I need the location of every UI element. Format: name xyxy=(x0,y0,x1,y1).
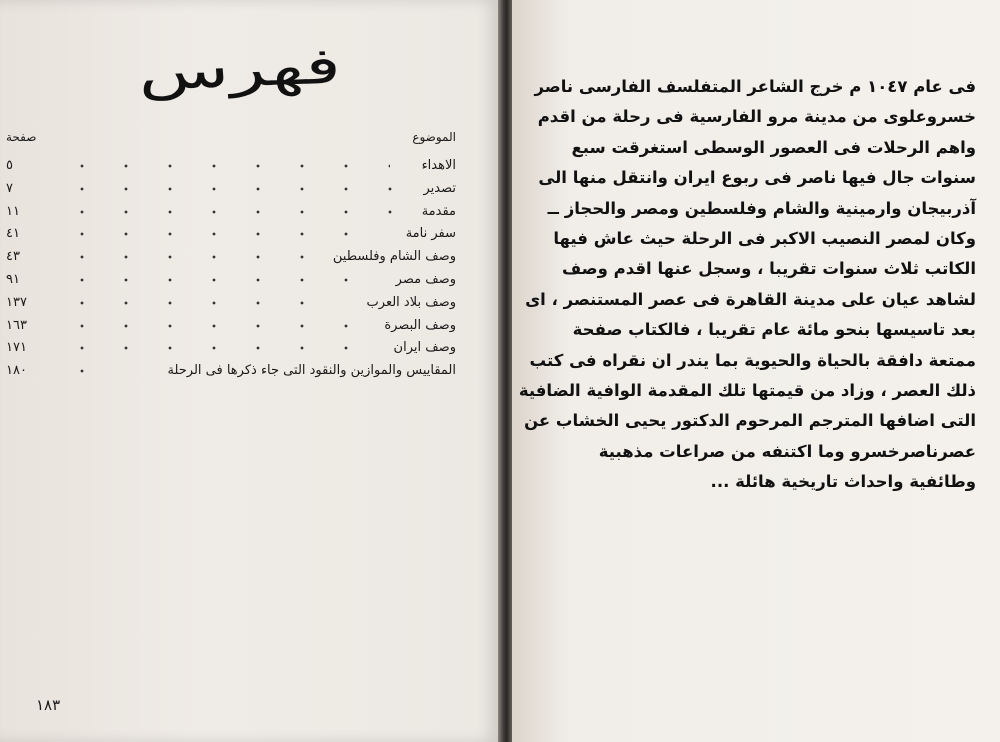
toc-entry-title: مقدمة xyxy=(421,203,456,219)
toc-row xyxy=(0,202,470,225)
toc-row xyxy=(0,156,470,179)
toc-row xyxy=(0,316,470,339)
toc-row xyxy=(0,179,470,202)
toc-entry-title: وصف بلاد العرب xyxy=(366,294,456,310)
leader-dots xyxy=(60,278,378,282)
toc-entry-page: ٧ xyxy=(6,180,13,196)
toc-entry-page: ٥ xyxy=(6,158,13,173)
toc-row xyxy=(0,338,470,361)
index-title: فهرس xyxy=(135,36,343,102)
leader-dots xyxy=(60,324,370,328)
toc-entry-page: ١٨٠ xyxy=(6,363,27,379)
text-line: واهم الرحلات فى العصور الوسطى استغرقت سبع xyxy=(571,137,976,157)
toc-entry-page: ١٣٧ xyxy=(6,294,27,310)
text-line: خسروعلوى من مدينة مرو الفارسية فى رحلة من اقدم xyxy=(537,107,976,127)
text-line: سنوات جال فيها ناصر فى ربوع ايران وانتقل منها الى xyxy=(538,168,976,188)
toc-entry-title: وصف مصر xyxy=(395,271,456,287)
text-line: ممتعة دافقة بالحياة والحيوية بما يندر ان نقراه فى كتب xyxy=(529,350,976,370)
text-line: لشاهد عيان على مدينة القاهرة فى عصر المستنصر ، اى xyxy=(525,289,976,309)
toc-row xyxy=(0,270,470,293)
leader-dots xyxy=(60,369,120,373)
body-paragraph xyxy=(518,72,976,498)
text-line: الكاتب ثلاث سنوات تقريبا ، وسجل عنها اقدم وصف xyxy=(562,259,976,279)
toc-entry-page: ١٧١ xyxy=(6,340,27,356)
toc-row xyxy=(0,293,470,316)
leader-dots xyxy=(60,187,395,191)
table-of-contents xyxy=(0,156,470,384)
toc-entry-title: وصف ايران xyxy=(393,340,456,356)
toc-row xyxy=(0,361,470,384)
subject-column-header: الموضوع xyxy=(412,130,456,144)
toc-entry-title: وصف الشام وفلسطين xyxy=(332,249,456,265)
toc-entry-page: ٤١ xyxy=(6,226,20,242)
toc-entry-title: سفر نامة xyxy=(405,226,456,242)
toc-entry-title: تصدير xyxy=(423,180,456,196)
leader-dots xyxy=(60,164,390,168)
leader-dots xyxy=(60,346,382,350)
toc-entry-page: ٩١ xyxy=(6,271,20,287)
text-line: آذربيجان وارمينية والشام وفلسطين ومصر والحجاز ــ xyxy=(547,198,976,218)
toc-entry-page: ٤٣ xyxy=(6,249,20,265)
page-column-header: صفحة xyxy=(6,130,37,144)
toc-row xyxy=(0,247,470,270)
toc-entry-page: ١٦٣ xyxy=(6,317,27,333)
leader-dots xyxy=(60,255,322,259)
text-line: فى عام ١٠٤٧ م خرج الشاعر المتفلسف الفارسى ناصر xyxy=(534,77,976,96)
text-line: عصرناصرخسرو وما اكتنفه من صراعات مذهبية xyxy=(598,441,976,461)
toc-entry-title: المقاييس والموازين والنقود التى جاء ذكرها فى الرحلة xyxy=(167,363,456,379)
toc-entry-title: الاهداء xyxy=(421,158,456,173)
text-line: بعد تاسيسها بنحو مائة عام تقريبا ، فالكتاب صفحة xyxy=(572,320,976,340)
leader-dots xyxy=(60,210,392,214)
toc-entry-page: ١١ xyxy=(6,203,20,219)
text-line: ذلك العصر ، وزاد من قيمتها تلك المقدمة الوافية الضافية xyxy=(518,381,976,401)
leader-dots xyxy=(60,232,388,236)
text-line: وطائفية واحداث تاريخية هائلة ... xyxy=(710,472,976,492)
toc-entry-title: وصف البصرة xyxy=(384,317,456,333)
leader-dots xyxy=(60,301,342,305)
toc-row xyxy=(0,224,470,247)
page-number: ١٨٣ xyxy=(36,696,61,714)
text-line: وكان لمصر النصيب الاكبر فى الرحلة حيث عاش فيها xyxy=(553,229,976,249)
text-line: التى اضافها المترجم المرحوم الدكتور يحيى الخشاب عن xyxy=(524,411,976,431)
